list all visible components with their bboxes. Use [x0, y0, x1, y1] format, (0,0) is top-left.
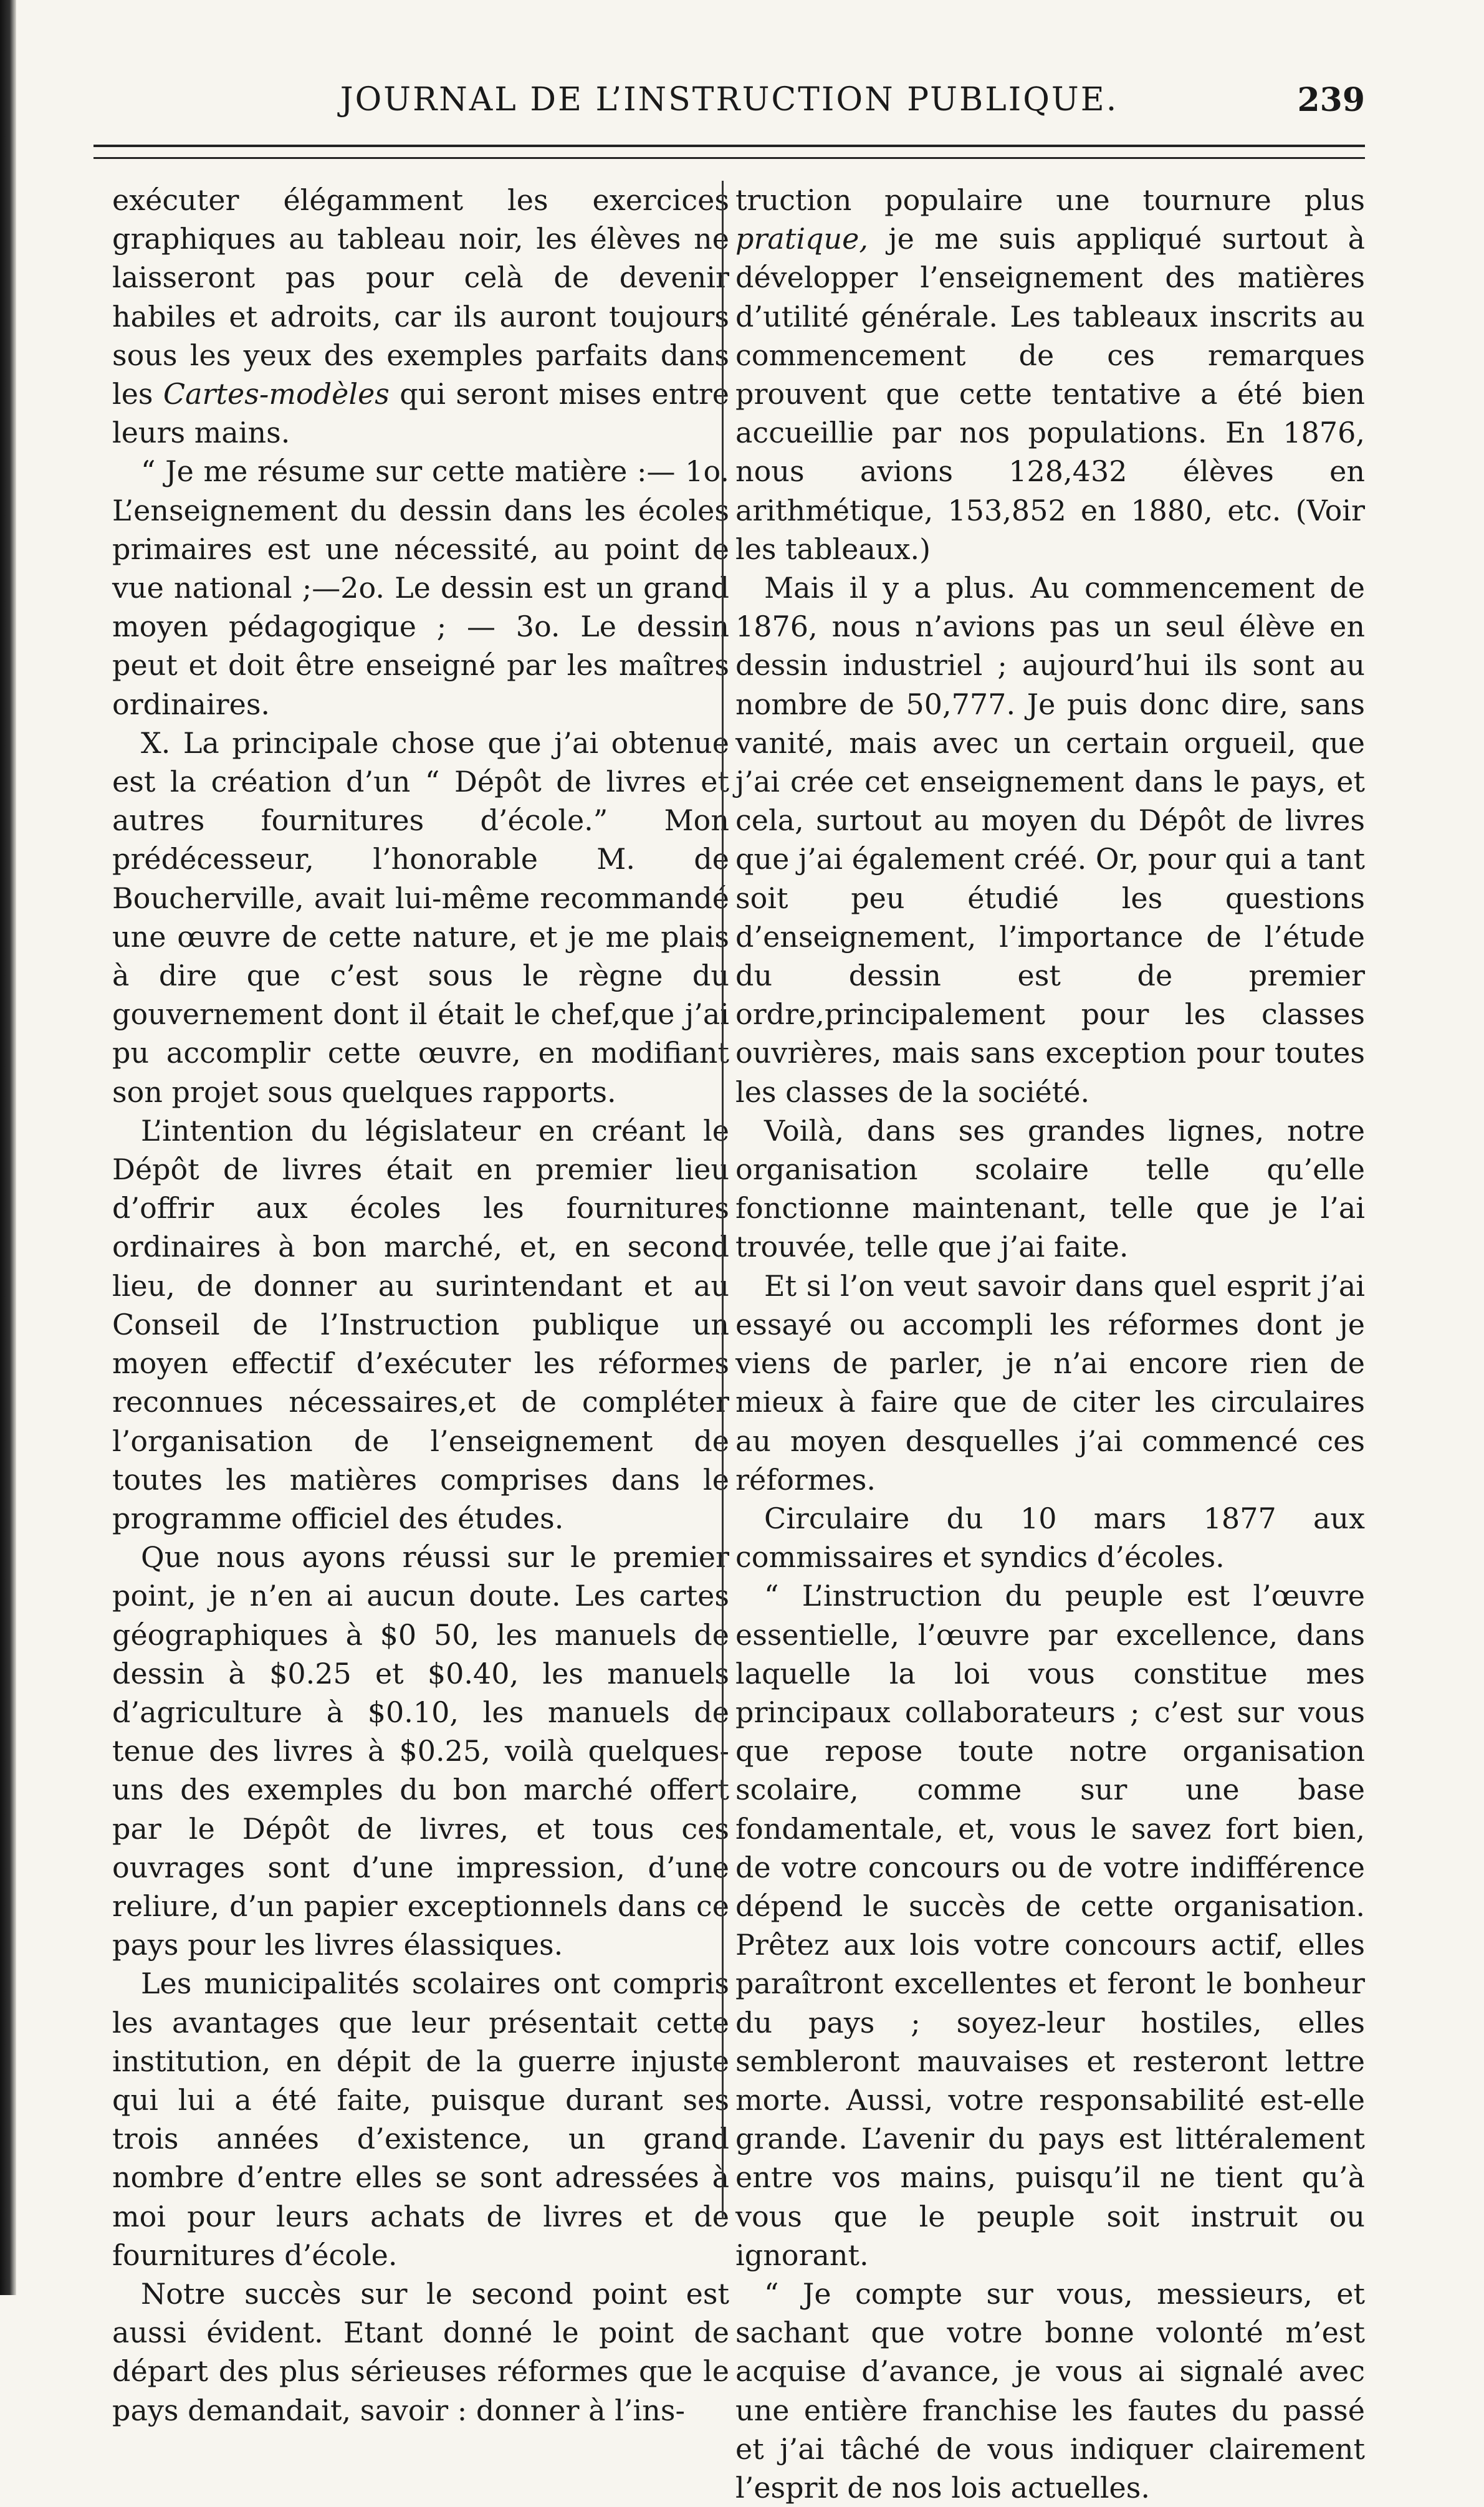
paragraph: Les municipalités scolaires ont compris les avantages que leur présentait cette institution, en dépit de la guerre injuste qui lui a été faite, puisque durant ses trois années d’existence, un grand nombre d’entre elles se sont adressées à moi pour leurs achats de livres et de fournitures d’école. [112, 1967, 729, 2272]
paragraph [735, 181, 1365, 568]
paragraph: Notre succès sur le second point est aussi évident. Etant donné le point de départ des plus sérieuses réformes que le pays demandait, savoir : donner à l’ins- [112, 2276, 729, 2427]
left-column [112, 181, 730, 2427]
paragraph [112, 181, 729, 452]
paragraph: “ L’instruction du peuple est l’œuvre essentielle, l’œuvre par excellence, dans laquelle la loi vous constitue mes principaux collaborateurs ; c’est sur vous que repose toute notre organisation scolaire, comme sur une base fondamentale, et, vous le savez fort bien, de votre concours ou de votre indifférence dépend le succès de cette organisation. Prêtez aux lois votre concours actif, elles paraîtront excellentes et feront le bonheur du pays ; soyez-leur hostiles, elles sembleront mauvaises et resteront lettre morte. Aussi, votre responsabilité est-elle grande. L’avenir du pays est littéralement entre vos mains, puisqu’il ne tient qu’à vous que le peuple soit instruit ou ignorant. [735, 1579, 1365, 2272]
paragraph: L’intention du législateur en créant le Dépôt de livres était en premier lieu d’offrir aux écoles les fournitures ordinaires à bon marché, et, en second lieu, de donner au surintendant et au Conseil de l’Instruction publique un moyen effectif d’exécuter les réformes reconnues nécessaires,et de compléter l’organisation de l’enseignement de toutes les matières comprises dans le programme officiel des études. [112, 1113, 729, 1535]
paragraph: Circulaire du 10 mars 1877 aux commissaires et syndics d’écoles. [735, 1501, 1365, 1575]
page-number: 239 [1297, 81, 1365, 119]
binding-shadow [0, 0, 16, 2295]
paragraph: X. La principale chose que j’ai obtenue est la création d’un “ Dépôt de livres et autres fournitures d’école.” Mon prédécesseur, l’honorable M. de Boucherville, avait lui-même recommandé une œuvre de cette nature, et je me plais à dire que c’est sous le règne du gouvernement dont il était le chef,que j’ai pu accomplir cette œuvre, en modifiant son projet sous quelques rapports. [112, 726, 729, 1109]
running-title: JOURNAL DE L’INSTRUCTION PUBLIQUE. [340, 81, 1119, 118]
column-divider [722, 181, 724, 2219]
text-run: truction populaire une tournure plus [735, 183, 1365, 217]
header-rule-thin [93, 157, 1365, 159]
paragraph: “ Je compte sur vous, messieurs, et sachant que votre bonne volonté m’est acquise d’avance, je vous ai signalé avec une entière franchise les fautes du passé et j’ai tâché de vous indiquer clairement l’esprit de nos lois actuelles. [735, 2276, 1365, 2505]
header-rule-thick [93, 145, 1365, 147]
right-column [735, 181, 1365, 2505]
paragraph: “ Je me résume sur cette matière :— 1o. L’enseignement du dessin dans les écoles primaires est une nécessité, au point de vue national ;—2o. Le dessin est un grand moyen pédagogique ; — 3o. Le dessin peut et doit être enseigné par les maîtres ordinaires. [112, 454, 729, 721]
paragraph: Que nous ayons réussi sur le premier point, je n’en ai aucun doute. Les cartes géographiques à $0 50, les manuels de dessin à $0.25 et $0.40, les manuels d’agriculture à $0.10, les manuels de tenue des livres à $0.25, voilà quelques-uns des exemples du bon marché offert par le Dépôt de livres, et tous ces ouvrages sont d’une impression, d’une reliure, d’un papier exceptionnels dans ce pays pour les livres élassiques. [112, 1540, 729, 1962]
paragraph: Voilà, dans ses grandes lignes, notre organisation scolaire telle qu’elle fonctionne maintenant, telle que je l’ai trouvée, telle que j’ai faite. [735, 1113, 1365, 1264]
italic-text: Cartes-modèles [163, 377, 390, 411]
text-run: qui seront mises entre leurs mains. [112, 377, 730, 450]
paragraph: Et si l’on veut savoir dans quel esprit j’ai essayé ou accompli les réformes dont je viens de parler, je n’ai encore rien de mieux à faire que de citer les circulaires au moyen desquelles j’ai commencé ces réformes. [735, 1268, 1365, 1497]
italic-text: pratique, [735, 222, 868, 256]
text-run: exécuter élégamment les exercices graphiques au tableau noir, les élèves ne laisseront pas pour celà de devenir habiles et adroits, car ils auront toujours sous les yeux des exemples parfaits dans les [112, 183, 729, 411]
paragraph: Mais il y a plus. Au commencement de 1876, nous n’avions pas un seul élève en dessin industriel ; aujourd’hui ils sont au nombre de 50,777. Je puis donc dire, sans vanité, mais avec un certain orgueil, que j’ai crée cet enseignement dans le pays, et cela, surtout au moyen du Dépôt de livres que j’ai également créé. Or, pour qui a tant soit peu étudié les questions d’enseignement, l’importance de l’étude du dessin est de premier ordre,principalement pour les classes ouvrières, mais sans exception pour toutes les classes de la société. [735, 571, 1365, 1109]
text-run: je me suis appliqué surtout à développer l’enseignement des matières d’utilité générale. Les tableaux inscrits au commencement de ces remarques prouvent que cette tentative a été bien accueillie par nos populations. En 1876, nous avions 128,432 élèves en arithmétique, 153,852 en 1880, etc. (Voir les tableaux.) [735, 222, 1365, 566]
page-header [93, 81, 1365, 137]
